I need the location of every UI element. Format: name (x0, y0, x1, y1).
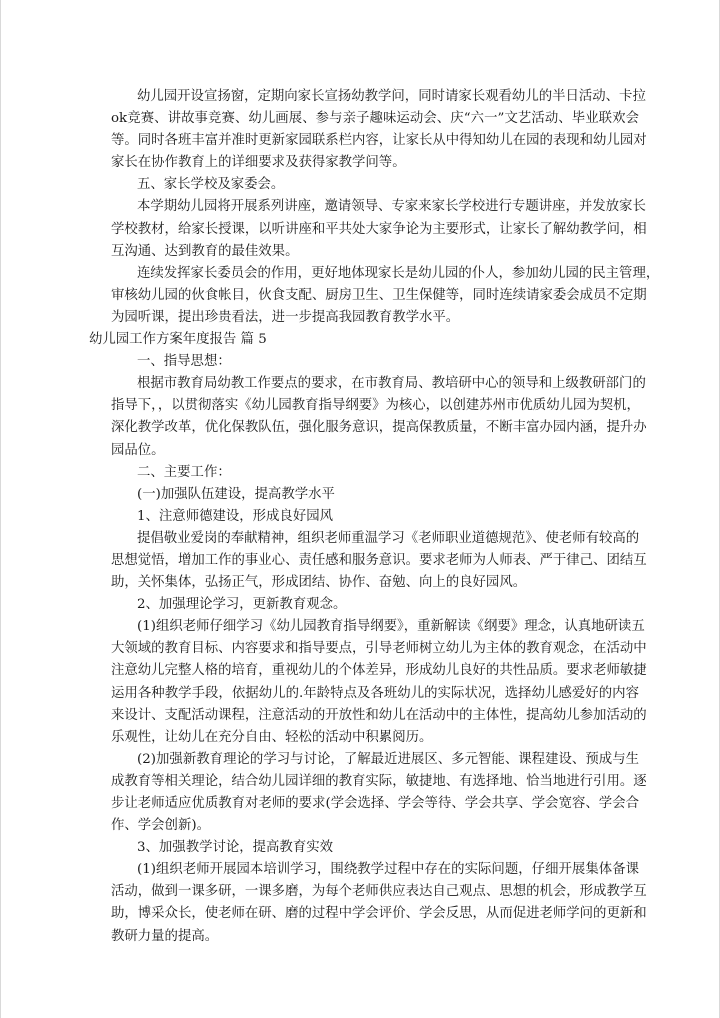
text-line: (1)组织老师开展园本培训学习，围绕教学过程中存在的实际问题，仔细开展集体备课 (137, 862, 639, 878)
text-line: 2、加强理论学习，更新教育观念。 (137, 597, 347, 613)
text-line: 根据市教育局幼教工作要点的要求，在市教育局、教培研中心的领导和上级教研部门的 (137, 376, 646, 392)
text-line: 作、学会创新)。 (111, 818, 210, 834)
text-line: 本学期幼儿园将开展系列讲座，邀请领导、专家来家长学校进行专题讲座，并发放家长 (137, 199, 646, 215)
text-line: 等。同时各班丰富并准时更新家园联系栏内容，让家长从中得知幼儿在园的表现和幼儿园对 (111, 133, 647, 149)
text-line: 思想觉悟，增加工作的事业心、责任感和服务意识。要求老师为人师表、严于律己、团结互 (111, 552, 647, 568)
text-line: 来设计、支配活动课程，注意活动的开放性和幼儿在活动中的主体性，提高幼儿参加活动的 (111, 707, 647, 723)
text-line: 五、家长学校及家委会。 (137, 177, 285, 193)
text-line: 二、主要工作： (137, 464, 231, 480)
text-line: 园品位。 (111, 442, 165, 458)
text-line: 提倡敬业爱岗的奉献精神，组织老师重温学习《老师职业道德规范》、使老师有较高的 (137, 530, 640, 546)
text-line: 乐观性，让幼儿在充分自由、轻松的活动中积累阅历。 (111, 729, 433, 745)
text-line: (2)加强新教育理论的学习与讨论，了解最近进展区、多元智能、课程建设、预成与生 (137, 751, 639, 767)
text-line: 助，关怀集体，弘扬正气，形成团结、协作、奋勉、向上的良好园风。 (111, 575, 527, 591)
text-line: 指导下，，以贯彻落实《幼儿园教育指导纲要》为核心，以创建苏州市优质幼儿园为契机， (111, 398, 640, 414)
text-line: 深化教学改革，优化保教队伍，强化服务意识，提高保教质量，不断丰富办园内涵，提升办 (111, 420, 647, 436)
text-line: 家长在协作教育上的详细要求及获得家教学问等。 (111, 155, 406, 171)
text-line: 学校教材，给家长授课，以听讲座和平共处大家争论为主要形式，让家长了解幼教学问，相 (111, 221, 647, 237)
text-line: 大领域的教育目标、内容要求和指导要点，引导老师树立幼儿为主体的教育观念，在活动中 (111, 641, 647, 657)
text-line: 运用各种教学手段，依据幼儿的.年龄特点及各班幼儿的实际状况，选择幼儿感爱好的内容 (111, 685, 639, 701)
text-line: 教研力量的提高。 (111, 928, 219, 944)
text-line: 连续发挥家长委员会的作用，更好地体现家长是幼儿园的仆人，参加幼儿园的民主管理， (137, 265, 660, 281)
text-line: 互沟通、达到教育的最佳效果。 (111, 243, 299, 259)
text-line: 审核幼儿园的伙食帐目，伙食支配、厨房卫生、卫生保健等，同时连续请家委会成员不定期 (111, 287, 647, 303)
text-line: 1、注意师德建设，形成良好园风 (137, 508, 333, 524)
text-line: 为园听课，提出珍贵看法，进一步提高我园教育教学水平。 (111, 309, 460, 325)
text-line: 成教育等相关理论，结合幼儿园详细的教育实际，敏捷地、有选择地、恰当地进行引用。逐 (111, 773, 647, 789)
text-line: 助，博采众长，使老师在研、磨的过程中学会评价、学会反思，从而促进老师学问的更新和 (111, 906, 647, 922)
text-line: (1)组织老师仔细学习《幼儿园教育指导纲要》，重新解读《纲要》理念，认真地研读五 (137, 619, 645, 635)
text-line: 注意幼儿完整人格的培育，重视幼儿的个体差异，形成幼儿良好的共性品质。要求老师敏捷 (111, 663, 647, 679)
text-line: 幼儿园开设宣扬窗，定期向家长宣扬幼教学问，同时请家长观看幼儿的半日活动、卡拉 (137, 89, 646, 104)
text-line: (一)加强队伍建设，提高教学水平 (137, 486, 335, 502)
text-line: ok竞赛、讲故事竞赛、幼儿画展、参与亲子趣味运动会、庆“六一”文艺活动、毕业联欢会 (111, 111, 639, 127)
document-body (89, 86, 660, 948)
text-line: 步让老师适应优质教育对老师的要求(学会选择、学会等待、学会共享、学会宽容、学会合 (111, 796, 639, 811)
text-line: 3、加强教学讨论，提高教育实效 (137, 840, 333, 856)
text-line: 活动，做到一课多研，一课多磨，为每个老师供应表达自己观点、思想的机会，形成教学互 (111, 884, 647, 900)
section-heading: 幼儿园工作方案年度报告 篇 5 (89, 332, 267, 348)
text-line: 一、指导思想： (137, 354, 231, 370)
